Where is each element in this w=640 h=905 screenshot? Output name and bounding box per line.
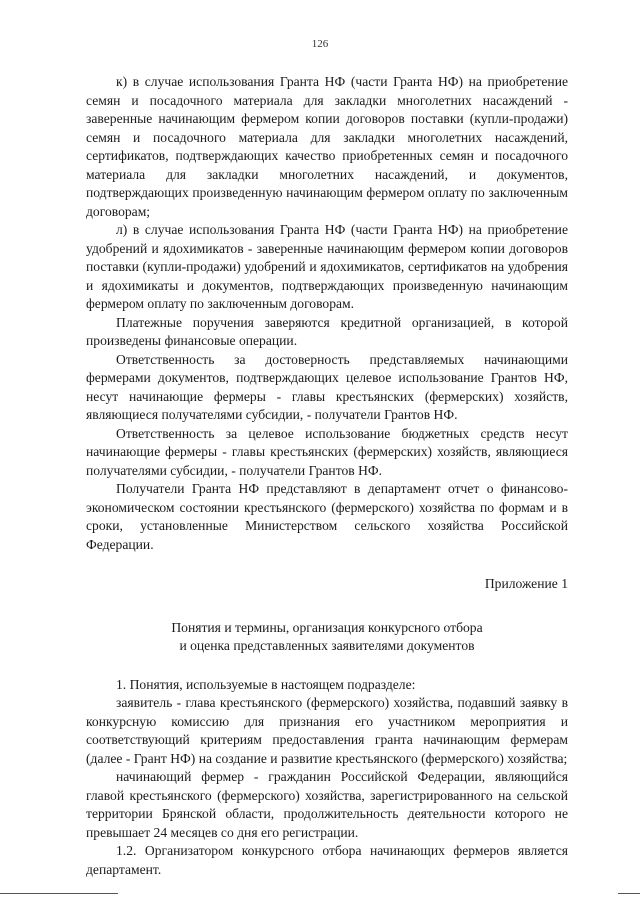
paragraph-definition-applicant: заявитель - глава крестьянского (фермерского) хозяйства, подавший заявку в конкурсную комиссию для признания его участником мероприятия и соответствующий критериям предоставления гранта начинающим фермерам (далее - Грант НФ) на создание и развитие крестьянского (фермерского) хозяйства;: [86, 695, 568, 766]
paragraph-definition-beginning-farmer: начинающий фермер - гражданин Российской Федерации, являющийся главой крестьянского (фермерского) хозяйства, зарегистрированного на сельской территории Брянской области, продолжительность деятельности которого не превышает 24 месяцев со дня его регистрации.: [86, 769, 568, 840]
paragraph-report: Получатели Гранта НФ представляют в департамент отчет о финансово-экономическом состоянии крестьянского (фермерского) хозяйства по формам и в сроки, установленные Министерством сельского хозяйства Российской Федерации.: [86, 481, 568, 552]
footer-rule-left: [0, 893, 118, 894]
footer-rule-right: [618, 893, 640, 894]
section-title-line-1: Понятия и термины, организация конкурсного отбора: [171, 619, 483, 635]
section-title: [86, 619, 568, 656]
document-body: [86, 73, 568, 879]
paragraph-item-l: л) в случае использования Гранта НФ (части Гранта НФ) на приобретение удобрений и ядохимикатов - заверенные начинающим фермером копии договоров поставки (купли-продажи) удобрений и ядохимикатов, сертификатов на удобрения и ядохимикаты и документов, подтверждающих произведенную начинающим фермером оплату по заключенным договорам.: [86, 222, 568, 311]
paragraph-document-responsibility: Ответственность за достоверность представляемых начинающими фермерами документов, подтверждающих целевое использование Грантов НФ, несут начинающие фермеры - главы крестьянских (фермерских) хозяйств, являющиеся получателями субсидии, - получатели Грантов НФ.: [86, 351, 568, 422]
paragraph-budget-responsibility: Ответственность за целевое использование бюджетных средств несут начинающие фермеры - главы крестьянских (фермерских) хозяйств, являющиеся получателями субсидии, - получатели Грантов НФ.: [86, 425, 568, 478]
paragraph-item-k: к) в случае использования Гранта НФ (части Гранта НФ) на приобретение семян и посадочного материала для закладки многолетних насаждений - заверенные начинающим фермером копии договоров поставки (купли-продажи) семян и посадочного материала для закладки многолетних насаждений, сертификатов, подтверждающих качество приобретенных семян и посадочного материала для закладки многолетних насаждений, и документов, подтверждающих произведенную начинающим фермером оплату по заключенным договорам;: [86, 74, 568, 219]
paragraph-payment-orders: Платежные поручения заверяются кредитной организацией, в которой произведены финансовые операции.: [86, 314, 568, 348]
appendix-label: Приложение 1: [484, 576, 568, 591]
paragraph-organizer: 1.2. Организатором конкурсного отбора начинающих фермеров является департамент.: [86, 843, 568, 877]
page-number: 126: [311, 38, 329, 50]
paragraph-definitions-intro: 1. Понятия, используемые в настоящем подразделе:: [116, 676, 416, 692]
section-title-line-2: и оценка представленных заявителями документов: [179, 638, 475, 653]
